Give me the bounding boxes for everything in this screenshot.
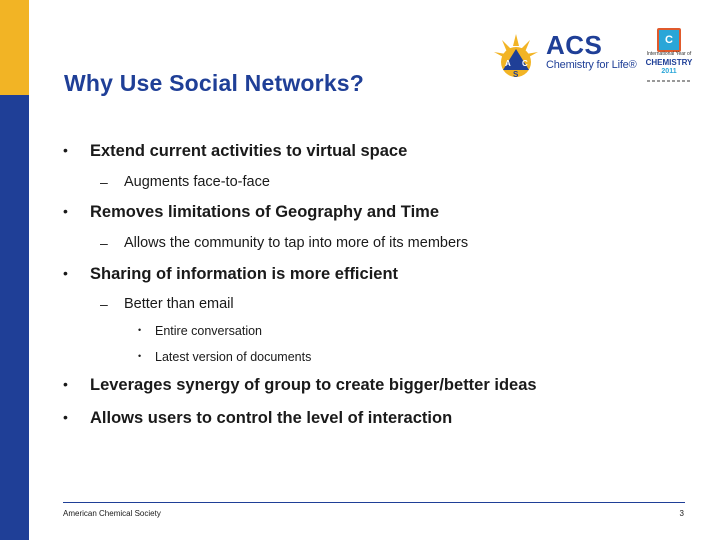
bullet-text: Allows the community to tap into more of its members xyxy=(124,235,469,251)
bullet-marker: • xyxy=(63,376,68,392)
bullet-text: Augments face-to-face xyxy=(124,174,270,190)
bullet-marker: – xyxy=(100,296,108,312)
emblem-letter-a: A xyxy=(505,59,511,68)
bullet-text: Better than email xyxy=(124,296,234,312)
iyc-chemistry: CHEMISTRY xyxy=(645,58,693,67)
iyc-fine-print xyxy=(647,80,691,82)
bullet-marker: • xyxy=(63,265,68,281)
bullet-text: Latest version of documents xyxy=(155,350,312,364)
acs-emblem-icon xyxy=(490,30,542,82)
bullet-marker: • xyxy=(138,325,142,335)
acs-tagline: Chemistry for Life® xyxy=(546,59,637,71)
bullet-text: Leverages synergy of group to create bigger/better ideas xyxy=(90,376,537,394)
iyc-2011-badge xyxy=(643,28,695,88)
acs-logo xyxy=(490,30,640,82)
bullet-text: Extend current activities to virtual space xyxy=(90,142,408,160)
emblem-letter-c: C xyxy=(522,59,528,68)
emblem-letter-s: S xyxy=(513,70,519,79)
iyc-c-icon: C xyxy=(657,28,681,52)
left-accent-bar-gold xyxy=(0,0,29,95)
bullet-marker: • xyxy=(63,203,68,219)
bullet-text: Removes limitations of Geography and Time xyxy=(90,203,440,221)
bullet-marker: • xyxy=(63,409,68,425)
iyc-label: International Year of xyxy=(646,51,692,57)
bullet-text: Entire conversation xyxy=(155,324,263,338)
bullet-marker: • xyxy=(63,142,68,158)
bullet-text: Sharing of information is more efficient xyxy=(90,265,399,283)
footer-divider xyxy=(63,502,685,503)
bullet-marker: – xyxy=(100,235,108,251)
slide-title: Why Use Social Networks? xyxy=(64,70,365,96)
bullet-text: Allows users to control the level of interaction xyxy=(90,409,453,427)
page-number: 3 xyxy=(679,509,684,518)
acs-wordmark: ACS xyxy=(546,30,603,60)
bullet-marker: • xyxy=(138,351,142,361)
iyc-year: 2011 xyxy=(661,68,677,75)
bullet-marker: – xyxy=(100,174,108,190)
footer-organization: American Chemical Society xyxy=(63,509,161,518)
